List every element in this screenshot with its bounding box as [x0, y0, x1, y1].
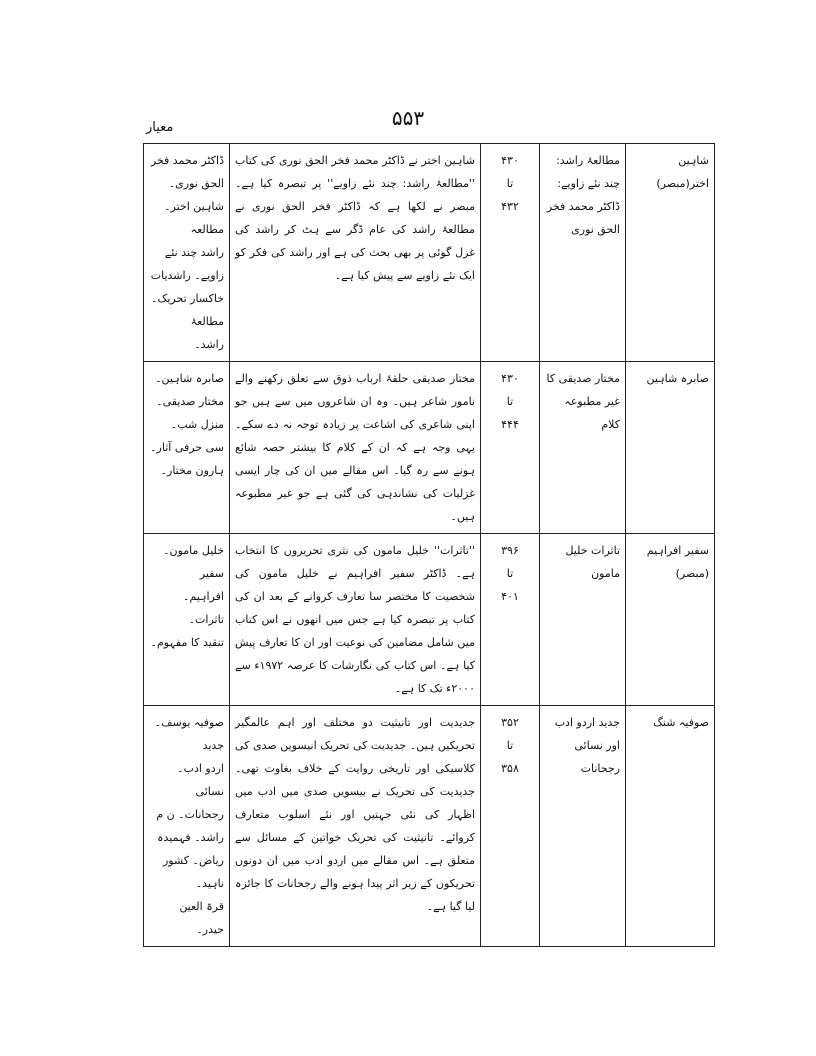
- page-range-part: تا: [506, 395, 514, 408]
- index-table: [143, 143, 715, 947]
- page-number: ۵۵۳: [391, 106, 425, 130]
- keyword: ریاض۔ کشور ناہید۔: [162, 854, 224, 890]
- title-cell: مطالعۂ راشد: چند نئے زاویے: ڈاکٹر محمد فخر الحق نوری: [540, 144, 626, 362]
- table-body: [144, 144, 715, 947]
- title-cell: جدید اردو ادب اور نسائی رجحانات: [540, 706, 626, 947]
- pages-cell: [481, 362, 540, 534]
- page-range-part: ۳۵۸: [501, 762, 519, 775]
- keywords-cell: [144, 706, 230, 947]
- keyword: قرۃ العین حیدر۔: [179, 900, 224, 936]
- keyword: راشد چند نئے: [164, 246, 224, 259]
- keyword: افراہیم۔ تاثرات۔: [183, 590, 224, 626]
- page-range-part: ۳۹۶: [501, 544, 519, 557]
- keywords-cell: [144, 534, 230, 706]
- pages-cell: [481, 706, 540, 947]
- author-cell: صابرہ شاہین: [626, 362, 715, 534]
- page-range-part: ۴۳۰: [501, 372, 519, 385]
- keyword: منزل شب۔: [170, 418, 224, 431]
- author-cell: سفیر افراہیم (مبصر): [626, 534, 715, 706]
- author-cell: صوفیہ شنگ: [626, 706, 715, 947]
- keyword: زاویے۔ راشدیات: [150, 269, 224, 282]
- table-row: [144, 706, 715, 947]
- keyword: ڈاکٹر محمد فخر الحق نوری۔: [150, 154, 224, 190]
- summary-cell: مختار صدیقی حلقۂ ارباب ذوق سے تعلق رکھنے والے نامور شاعر ہیں۔ وہ ان شاعروں میں سے ہیں جو اپنی شاعری کی اشاعت پر زیادہ توجہ نہ دے سکے۔ یہی وجہ ہے کہ ان کے کلام کا بیشتر حصہ شائع ہونے سے رہ گیا۔ اس مقالے میں ان کی چار ایسی غزلیات کی نشاندہی کی گئی ہے جو غیر مطبوعہ ہیں۔: [230, 362, 481, 534]
- author-cell: شاہین اختر(مبصر): [626, 144, 715, 362]
- table-row: [144, 534, 715, 706]
- page-range-part: تا: [506, 739, 514, 752]
- keyword: صوفیہ یوسف۔ جدید: [154, 716, 224, 752]
- page-range-part: ۴۴۴: [501, 418, 519, 431]
- keyword: اردو ادب۔ نسائی: [177, 762, 224, 798]
- keyword: رجحانات۔ ن م: [156, 808, 224, 821]
- page-range-part: ۴۳۰: [501, 154, 519, 167]
- page-range-part: ۴۳۲: [501, 200, 519, 213]
- keyword: شاہین اختر۔ مطالعہ: [164, 200, 224, 236]
- keyword: ہارون مختار۔: [160, 464, 224, 477]
- pages-cell: [481, 534, 540, 706]
- keywords-cell: [144, 144, 230, 362]
- page-range-part: تا: [506, 177, 514, 190]
- keyword: سی حرفی آثار۔: [150, 441, 224, 454]
- keyword: خلیل مامون۔ سفیر: [163, 544, 224, 580]
- summary-cell: شاہین اختر نے ڈاکٹر محمد فخر الحق نوری کی کتاب ''مطالعۂ راشد: چند نئے زاویے'' پر تبصرہ کیا ہے۔ مبصر نے لکھا ہے کہ ڈاکٹر فخر الحق نوری نے مطالعۂ راشد کی عام ڈگر سے ہٹ کر راشد کی غزل گوئی پر بھی بحث کی ہے اور راشد کی فکر کو ایک نئے زاویے سے پیش کیا ہے۔: [230, 144, 481, 362]
- keyword: راشد۔ فہمیدہ: [157, 831, 224, 844]
- keyword: خاکسار تحریک۔ مطالعۂ: [151, 292, 224, 328]
- summary-cell: جدیدیت اور تانیثیت دو مختلف اور اہم عالمگیر تحریکیں ہیں۔ جدیدیت کی تحریک انیسویں صدی کی کلاسیکی اور تاریخی روایت کے خلاف بغاوت تھی۔ جدیدیت کی تحریک نے بیسویں صدی میں ادب میں اظہار کی نئی جہتیں اور نئے اسلوب متعارف کروائے۔ تانیثیت کی تحریک خواتین کے مسائل سے متعلق ہے۔ اس مقالے میں اردو ادب میں ان دونوں تحریکوں کے زیر اثر پیدا ہونے والے رجحانات کا جائزہ لیا گیا ہے۔: [230, 706, 481, 947]
- title-cell: تاثرات خلیل مامون: [540, 534, 626, 706]
- journal-name: معیار: [146, 120, 174, 135]
- pages-cell: [481, 144, 540, 362]
- keywords-cell: [144, 362, 230, 534]
- keyword: مختار صدیقی۔: [156, 395, 224, 408]
- summary-cell: ''تاثرات'' خلیل مامون کی نثری تحریروں کا انتخاب ہے۔ ڈاکٹر سفیر افراہیم نے خلیل مامون کی شخصیت کا مختصر سا تعارف کروانے کے بعد ان کی کتاب پر تبصرہ کیا ہے جس میں انھوں نے اس کتاب میں شامل مضامین کی نوعیت اور ان کا تعارف پیش کیا ہے۔ اس کتاب کی نگارشات کا عرصہ ۱۹۷۲ء سے ۲۰۰۰ء تک کا ہے۔: [230, 534, 481, 706]
- keyword: تنقید کا مفہوم۔: [150, 636, 224, 649]
- keyword: راشد۔: [194, 338, 224, 351]
- table-row: [144, 144, 715, 362]
- page-range-part: ۳۵۲: [501, 716, 519, 729]
- table-row: [144, 362, 715, 534]
- page-range-part: ۴۰۱: [501, 590, 519, 603]
- page-range-part: تا: [506, 567, 514, 580]
- title-cell: مختار صدیقی کا غیر مطبوعہ کلام: [540, 362, 626, 534]
- keyword: صابرہ شاہین۔: [155, 372, 224, 385]
